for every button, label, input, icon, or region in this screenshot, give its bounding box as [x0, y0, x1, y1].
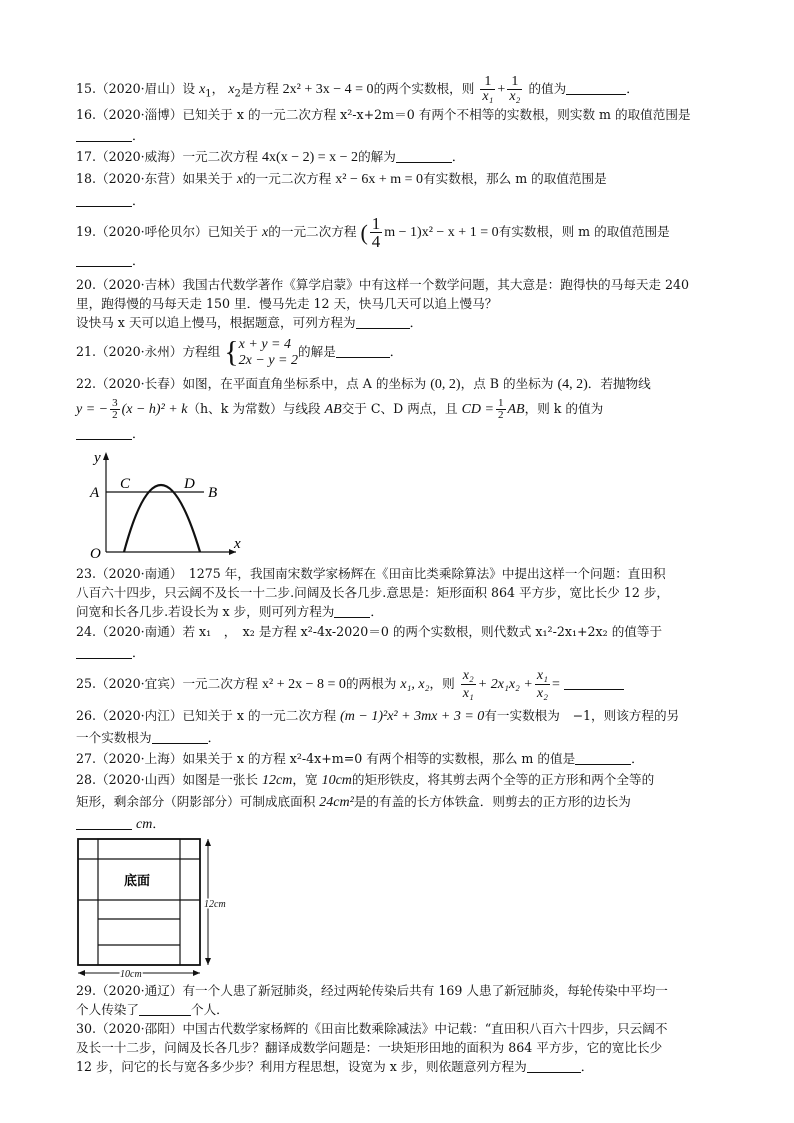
q28-height-arrow-bottom — [205, 958, 211, 965]
q25-middle-term: + 2x₁x₂ + — [477, 677, 533, 692]
q18-answer-blank[interactable] — [76, 192, 132, 207]
q22-fig-x-label: x — [234, 536, 241, 552]
q22-line2-d: ，则 k 的值为 — [524, 401, 604, 416]
q28-length: 12cm — [262, 773, 293, 788]
q28-answer-blank[interactable] — [76, 815, 132, 830]
q22-y-lead: y = − — [76, 402, 109, 417]
q30-end: ． — [580, 1059, 594, 1074]
q21-prefix: 21.（2020·永州）方程组 — [76, 344, 221, 359]
q26-tail: 有一实数根为 −1，则该方程的另 — [484, 708, 680, 723]
q24-answer-blank[interactable] — [76, 644, 132, 659]
q22-y-arrow — [103, 452, 109, 460]
q23-line-2: 八百六十四步，只云阔不及长一十二步.问阔及长各几步.意思是：矩形面积 864 平方步，宽比长少 12 步， — [76, 585, 670, 600]
q28-height-label: 12cm — [204, 899, 226, 910]
q25-fraction-1 — [461, 667, 476, 702]
q21-equation-2: 2x − y = 2 — [238, 352, 298, 368]
q28-width-label: 10cm — [120, 969, 142, 979]
q18-x: x — [236, 172, 244, 187]
q22-fraction-3-2 — [110, 398, 120, 421]
question-24 — [76, 621, 726, 663]
q15-x2-sub: 2 — [234, 88, 241, 100]
q26-prefix: 26.（2020·内江）已知关于 x 的一元二次方程 — [76, 708, 337, 723]
q19-equation-rest: m − 1)x² − x + 1 = 0 — [384, 225, 499, 240]
q16-text: 16.（2020·淄博）已知关于 x 的一元二次方程 x²-x+2m＝0 有两个不相等的实数根，则实数 m 的取值范围是 — [76, 107, 691, 122]
q28-outer-rectangle — [78, 839, 200, 965]
q15-x1: x — [199, 82, 206, 97]
q15-equation: 2x² + 3x − 4 = 0 — [282, 82, 374, 97]
q22-fig-b-label: B — [208, 485, 218, 501]
q22-y-rest: (x − h)² + k — [121, 402, 188, 417]
q21-tail: 的解是 — [298, 344, 336, 359]
q28-line1-c: 的矩形铁皮，将其剪去两个全等的正方形和两个全等的 — [351, 772, 655, 787]
q15-mid: 是方程 — [240, 81, 279, 96]
q25-equals: = — [551, 677, 560, 692]
question-19 — [76, 215, 726, 271]
q15-frac2-num: 1 — [507, 75, 522, 90]
q27-answer-blank[interactable] — [575, 750, 631, 765]
q30-line-3: 12 步，问它的长与宽各多少步？利用方程思想，设宽为 x 步，则依题意列方程为 — [76, 1059, 527, 1074]
q23-line-1: 23.（2020·南通） 1275 年，我国南宋数学家杨辉在《田亩比类乘除算法》中提出这样一个问题：直田积 — [76, 566, 666, 581]
question-17 — [76, 146, 726, 168]
q15-tail: 的值为 — [528, 81, 567, 96]
q15-end: ． — [626, 81, 639, 96]
q28-base-label: 底面 — [124, 874, 151, 889]
q30-line-1: 30.（2020·邵阳）中国古代数学家杨辉的《田亩比数乘除减法》中记载：“直田积八百六十四步，只云阔不 — [76, 1021, 668, 1036]
question-27 — [76, 748, 726, 769]
q27-text: 27.（2020·上海）如果关于 x 的方程 x²-4x+m=0 有两个相等的实数根，那么 m 的值是 — [76, 751, 576, 766]
q28-unit: cm — [136, 817, 153, 832]
question-28 — [76, 769, 726, 835]
q28-height-arrow-top — [205, 839, 211, 846]
q18-end: ． — [132, 193, 145, 208]
q16-answer-blank[interactable] — [76, 127, 132, 142]
q22-line1-a: 22.（2020·长春）如图，在平面直角坐标系中，点 A 的坐标为 — [76, 376, 427, 391]
page — [76, 74, 726, 1076]
q22-frac-den: 2 — [112, 409, 118, 421]
q18-equation: x² − 6x + m = 0 — [335, 172, 424, 187]
q28-metal-sheet-figure — [76, 837, 236, 979]
q28-width-arrow-left — [78, 970, 85, 976]
q15-frac1-den: x₁ — [482, 89, 494, 104]
q15-fraction-1 — [480, 75, 495, 104]
q24-end: ． — [132, 645, 145, 660]
q19-mid: 的一元二次方程 — [268, 224, 357, 239]
question-15 — [76, 74, 726, 104]
q17-answer-blank[interactable] — [396, 148, 452, 163]
q22-line2-b: （h、k 为常数）与线段 — [187, 401, 321, 416]
q28-width-arrow-right — [193, 970, 200, 976]
q15-x1-sub: 1 — [205, 88, 212, 100]
q26-equation: (m − 1)²x² + 3mx + 3 = 0 — [340, 709, 485, 724]
q15-x2: x — [228, 82, 235, 97]
q22-answer-blank[interactable] — [76, 425, 132, 440]
q17-equation: 4x(x − 2) = x − 2 — [262, 150, 359, 165]
q25-frac1-den: x₁ — [462, 686, 474, 701]
q26-answer-blank[interactable] — [152, 729, 208, 744]
q19-fraction — [370, 215, 383, 250]
q25-comma: ，则 — [429, 676, 455, 691]
q22-end: ． — [132, 426, 145, 441]
question-29 — [76, 981, 726, 1019]
q20-line-3: 设快马 x 天可以追上慢马，根据题意，可列方程为 — [76, 315, 356, 330]
q29-line2-a: 个人传染了 — [76, 1002, 139, 1017]
q22-ab-2: AB — [507, 402, 525, 417]
q25-fraction-2 — [535, 667, 550, 702]
q20-line-1: 20.（2020·吉林）我国古代数学著作《算学启蒙》中有这样一个数学问题，其大意是：跑得快的马每天走 240 — [76, 277, 690, 292]
q22-fig-c-label: C — [120, 476, 131, 492]
q25-answer-blank[interactable] — [564, 675, 624, 690]
q30-answer-blank[interactable] — [527, 1058, 581, 1073]
q30-line-2: 及长一十二步，问阔及长各几步？翻译成数学问题是：一块矩形田地的面积为 864 平方步，它的宽比长少 — [76, 1040, 663, 1055]
q21-brace: { — [224, 335, 239, 369]
question-18 — [76, 168, 726, 211]
q22-line1-c: ．若抛物线 — [587, 376, 651, 391]
q29-line2-b: 个人． — [190, 1002, 229, 1017]
q21-end: ． — [389, 344, 403, 359]
q25-equation: x² + 2x − 8 = 0 — [262, 677, 346, 692]
question-21 — [76, 332, 726, 372]
q22-segment-ab: AB — [324, 402, 342, 417]
q15-answer-blank[interactable] — [566, 80, 626, 95]
question-23 — [76, 564, 726, 621]
q25-roots: x₁, x₂ — [400, 677, 430, 692]
q28-area: 24cm² — [319, 795, 354, 810]
q25-frac2-num: x₁ — [536, 668, 548, 683]
q23-answer-blank[interactable] — [334, 603, 370, 618]
q22-half-num: 1 — [498, 397, 504, 409]
q19-prefix: 19.（2020·呼伦贝尔）已知关于 — [76, 224, 259, 239]
q19-x: x — [262, 225, 269, 240]
q22-fraction-1-2 — [496, 398, 506, 421]
q22-parabola — [124, 485, 200, 552]
q17-tail: 的解为 — [358, 149, 396, 164]
q23-end: ． — [370, 604, 383, 619]
q28-line1-a: 28.（2020·山西）如图是一张长 — [76, 772, 259, 787]
q22-fig-a-label: A — [90, 485, 100, 501]
question-26 — [76, 705, 726, 748]
question-30 — [76, 1019, 726, 1076]
q19-end: ． — [132, 253, 145, 268]
q22-parabola-figure — [86, 448, 246, 560]
q26-end: ． — [207, 730, 221, 745]
q17-end: ． — [451, 149, 465, 164]
q15-fraction-2 — [507, 75, 522, 104]
q28-end: ． — [152, 816, 165, 831]
q22-frac-num: 3 — [112, 397, 118, 409]
q22-line1-b: ，点 B 的坐标为 — [460, 376, 554, 391]
q23-line-3: 问宽和长各几步.若设长为 x 步，则可列方程为 — [76, 604, 335, 619]
q22-point-b: (4, 2) — [557, 377, 588, 392]
q19-tail: 有实数根，则 m 的取值范围是 — [498, 224, 670, 239]
q21-equation-1: x + y = 4 — [238, 336, 291, 352]
q22-half-den: 2 — [498, 409, 504, 421]
q25-mid: 的两根为 — [345, 676, 397, 691]
q20-line-2: 里，跑得慢的马每天走 150 里．慢马先走 12 天，快马几天可以追上慢马？ — [76, 296, 498, 311]
q19-frac-num: 1 — [371, 214, 381, 233]
q28-line2-a: 矩形，剩余部分（阴影部分）可制成底面积 — [76, 794, 316, 809]
q22-fig-d-label: D — [184, 476, 195, 492]
q20-end: ． — [409, 315, 423, 330]
q15-frac1-num: 1 — [480, 75, 495, 90]
q29-answer-blank[interactable] — [139, 1001, 191, 1016]
q20-answer-blank[interactable] — [356, 314, 410, 329]
q16-end: ． — [132, 128, 145, 143]
q19-frac-den: 4 — [371, 232, 381, 251]
q18-mid: 的一元二次方程 — [243, 171, 332, 186]
q22-fig-o-label: O — [90, 546, 101, 560]
question-20 — [76, 275, 726, 332]
q18-prefix: 18.（2020·东营）如果关于 — [76, 171, 233, 186]
q25-frac1-num: x₂ — [462, 668, 474, 683]
q22-cd: CD = — [461, 402, 494, 417]
q29-line-1: 29.（2020·通辽）有一个人患了新冠肺炎，经过两轮传染后共有 169 人患了新冠肺炎，每轮传染中平均一 — [76, 983, 668, 998]
q21-answer-blank[interactable] — [336, 343, 390, 358]
q28-line2-b: 是的有盖的长方体铁盒．则剪去的正方形的边长为 — [353, 794, 631, 809]
q15-comma: ， — [211, 81, 225, 96]
q28-line1-b: ，宽 — [292, 772, 318, 787]
q15-after: 的两个实数根，则 — [373, 81, 475, 96]
q18-tail: 有实数根，那么 m 的取值范围是 — [423, 171, 607, 186]
q27-end: ． — [631, 751, 644, 766]
q21-system — [239, 337, 298, 369]
q15-prefix: 15.（2020·眉山）设 — [76, 81, 196, 96]
q26-line-2: 一个实数根为 — [76, 730, 152, 745]
q28-width: 10cm — [321, 773, 352, 788]
q25-prefix: 25.（2020·宜宾）一元二次方程 — [76, 676, 259, 691]
q22-point-a: (0, 2) — [430, 377, 461, 392]
q24-text: 24.（2020·南通）若 x₁ ， x₂ 是方程 x²-4x-2020＝0 的两个实数根，则代数式 x₁²-2x₁+2x₂ 的值等于 — [76, 624, 663, 639]
q19-left-paren: ( — [360, 220, 368, 245]
question-16 — [76, 104, 726, 146]
question-22 — [76, 372, 726, 446]
q19-answer-blank[interactable] — [76, 252, 132, 267]
q17-prefix: 17.（2020·威海）一元二次方程 — [76, 149, 259, 164]
q15-plus: + — [497, 82, 506, 97]
q22-line2-c: 交于 C、D 两点，且 — [341, 401, 458, 416]
q25-frac2-den: x₂ — [536, 686, 548, 701]
question-25 — [76, 665, 726, 703]
q22-fig-y-label: y — [94, 450, 101, 466]
q15-frac2-den: x₂ — [509, 89, 521, 104]
